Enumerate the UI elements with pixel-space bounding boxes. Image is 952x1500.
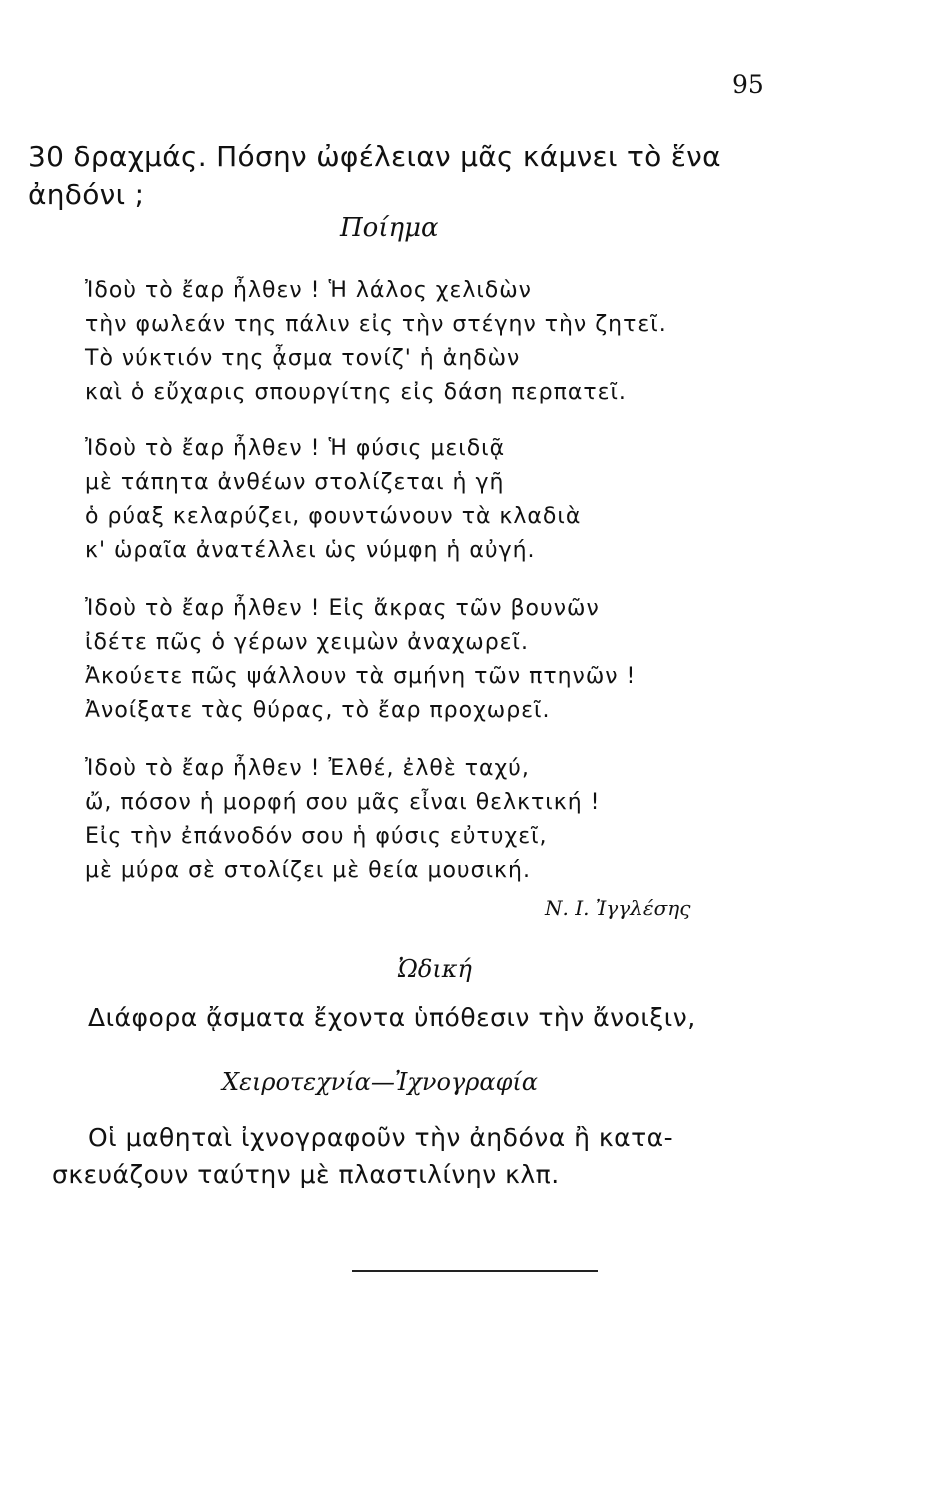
poem-heading: Ποίημα	[340, 213, 439, 243]
poem-line: Ἰδοὺ τὸ ἔαρ ἦλθεν ! Ἡ φύσις μειδιᾷ	[85, 436, 506, 461]
poem-line: Ἰδοὺ τὸ ἔαρ ἦλθεν ! Ἐλθέ, ἐλθὲ ταχύ,	[85, 756, 530, 781]
poem-line: Τὸ νύκτιόν της ᾆσμα τονίζ' ἡ ἀηδὼν	[85, 346, 521, 371]
intro-line-1: 30 δραχμάς. Πόσην ὠφέλειαν μᾶς κάμνει τὸ ἕνα	[28, 140, 721, 173]
poem-line: κ' ὡραῖα ἀνατέλλει ὡς νύμφη ἡ αὐγή.	[85, 538, 536, 563]
poem-author: Ν. Ι. Ἰγγλέσης	[545, 896, 691, 920]
poem-line: ὁ ρύαξ κελαρύζει, φουντώνουν τὰ κλαδιὰ	[85, 504, 582, 529]
handicraft-heading: Χειροτεχνία—Ἰχνογραφία	[222, 1068, 539, 1096]
poem-line: τὴν φωλεάν της πάλιν εἰς τὴν στέγην τὴν ζητεῖ.	[85, 312, 667, 337]
page-number: 95	[732, 70, 764, 99]
section-divider	[352, 1270, 598, 1272]
handicraft-line-2: σκευάζουν ταύτην μὲ πλαστιλίνην κλπ.	[52, 1160, 560, 1189]
poem-line: Ἀνοίξατε τὰς θύρας, τὸ ἔαρ προχωρεῖ.	[85, 698, 551, 723]
odiki-heading: Ὠδική	[398, 955, 472, 983]
odiki-text: Διάφορα ᾄσματα ἔχοντα ὑπόθεσιν τὴν ἄνοιξιν,	[88, 1003, 696, 1032]
poem-line: Ἀκούετε πῶς ψάλλουν τὰ σμήνη τῶν πτηνῶν !	[85, 664, 637, 689]
poem-line: Εἰς τὴν ἐπάνοδόν σου ἡ φύσις εὐτυχεῖ,	[85, 824, 548, 849]
handicraft-line-1: Οἱ μαθηταὶ ἰχνογραφοῦν τὴν ἀηδόνα ἢ κατα-	[88, 1123, 674, 1152]
poem-line: Ἰδοὺ τὸ ἔαρ ἦλθεν ! Εἰς ἄκρας τῶν βουνῶν	[85, 596, 600, 621]
poem-line: μὲ τάπητα ἀνθέων στολίζεται ἡ γῆ	[85, 470, 505, 495]
poem-line: Ἰδοὺ τὸ ἔαρ ἦλθεν ! Ἡ λάλος χελιδὼν	[85, 278, 532, 303]
poem-line: μὲ μύρα σὲ στολίζει μὲ θεία μουσική.	[85, 858, 531, 883]
poem-line: καὶ ὁ εὔχαρις σπουργίτης εἰς δάση περπατεῖ.	[85, 380, 627, 405]
poem-line: ἰδέτε πῶς ὁ γέρων χειμὼν ἀναχωρεῖ.	[85, 630, 529, 655]
poem-line: ὤ, πόσον ἡ μορφή σου μᾶς εἶναι θελκτική !	[85, 790, 601, 815]
intro-line-2: ἀηδόνι ;	[28, 178, 145, 211]
